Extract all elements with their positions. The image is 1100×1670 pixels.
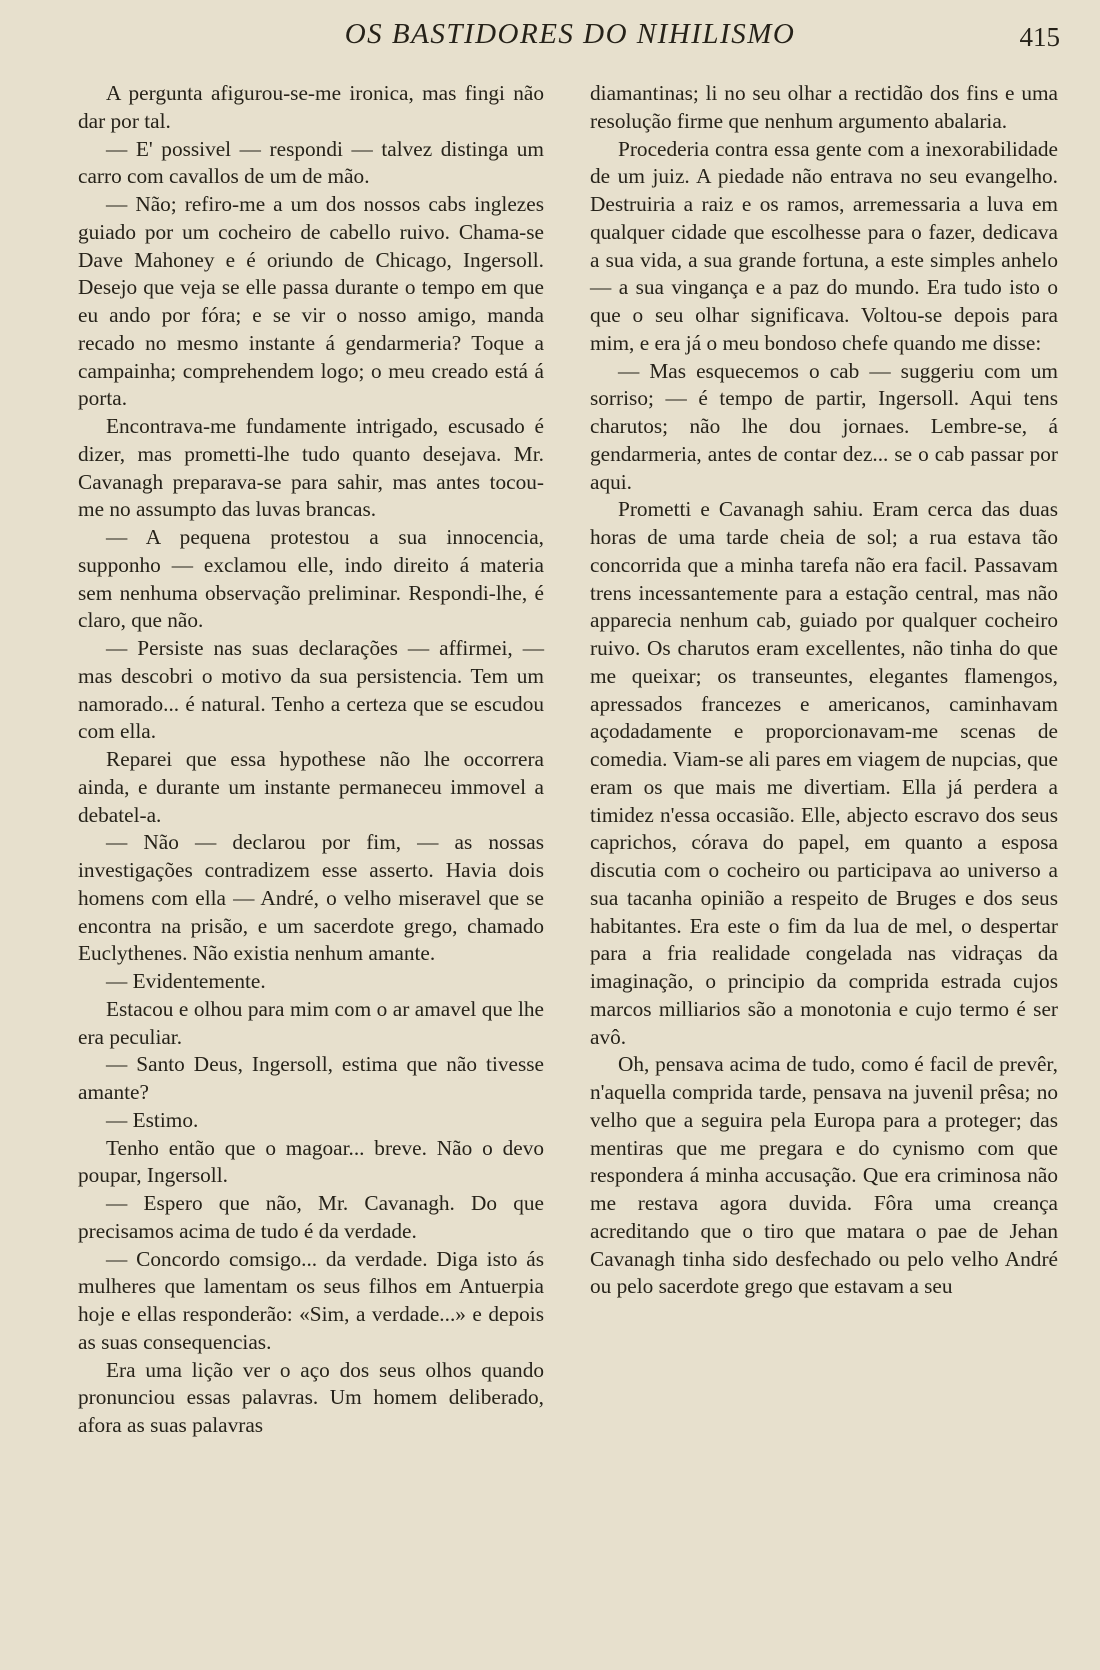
paragraph: Era uma lição ver o aço dos seus olhos quando pronunciou essas palavras. Um homem deliberado, afora as suas palavras [78, 1357, 544, 1437]
paragraph: diamantinas; li no seu olhar a rectidão dos fins e uma resolução firme que nenhum argumento abalaria. [590, 81, 1058, 133]
paragraph: — Estimo. [106, 1107, 199, 1132]
paragraph: — Não; refiro-me a um dos nossos cabs inglezes guiado por um cocheiro de cabello ruivo. Chama-se Dave Mahoney e é oriundo de Chicago, Ingersoll. Desejo que veja se elle passa durante o tempo em que eu ando por fóra; e se vir o nosso amigo, manda recado no mesmo instante á gendarmeria? Toque a campainha; comprehendem logo; o meu creado está á porta. [78, 192, 544, 411]
paragraph: A pergunta afigurou-se-me ironica, mas fingi não dar por tal. [78, 81, 544, 133]
page-number: 415 [1019, 22, 1060, 52]
paragraph: — Não — declarou por fim, — as nossas investigações contradizem esse asserto. Havia dois homens com ella — André, o velho miseravel que se encontra na prisão, e um sacerdote grego, chamado Euclythenes. Não existia nenhum amante. [78, 830, 544, 966]
paragraph: Estacou e olhou para mim com o ar amavel que lhe era peculiar. [78, 996, 544, 1049]
paragraph: — Santo Deus, Ingersoll, estima que não tivesse amante? [78, 1052, 544, 1104]
paragraph: Oh, pensava acima de tudo, como é facil de prevêr, n'aquella comprida tarde, pensava na juvenil prêsa; no velho que a seguira pela Europa para a proteger; das mentiras que me pregara e do cynismo com que respondera á minha accusação. Que era criminosa não me restava agora duvida. Fôra uma creança acreditando que o tiro que matara o pae de Jehan Cavanagh tinha sido desfechado ou pelo velho André ou pelo sacerdote grego que estavam a seu [590, 1052, 1058, 1299]
running-title: OS BASTIDORES DO NIHILISMO [344, 18, 796, 50]
paragraph: — Evidentemente. [106, 969, 266, 993]
right-text-column [590, 80, 1058, 1301]
paragraph: — Persiste nas suas declarações — affirmei, — mas descobri o motivo da sua persistencia. Tem um namorado... é natural. Tenho a certeza que se escudou com ella. [78, 636, 544, 744]
paragraph: Encontrava-me fundamente intrigado, escusado é dizer, mas prometti-lhe tudo quanto desejava. Mr. Cavanagh preparava-se para sahir, mas antes tocou-me no assumpto das luvas brancas. [78, 414, 544, 522]
paragraph: — Mas esquecemos o cab — suggeriu com um sorriso; — é tempo de partir, Ingersoll. Aqui tens charutos; não lhe dou jornaes. Lembre-se, á gendarmeria, antes de contar dez... se o cab passar por aqui. [590, 358, 1058, 494]
paragraph: Prometti e Cavanagh sahiu. Eram cerca das duas horas de uma tarde cheia de sol; a rua estava tão concorrida que a minha tarefa não era facil. Passavam trens incessantemente para a estação central, mas não apparecia nenhum cab, guiado por qualquer cocheiro ruivo. Os charutos eram excellentes, não tinha do que me queixar; os transeuntes, elegantes flamengos, apressados francezes e americanos, caminhavam açodadamente e proporcionavam-me scenas de comedia. Viam-se ali pares em viagem de nupcias, que eram os que mais me divertiam. Ella já perdera a timidez n'essa occasião. Elle, abjecto escravo dos seus caprichos, córava do papel, em quanto a esposa discutia com o cocheiro ou participava ao universo a sua tacanha opinião a respeito de Bruges e dos seus habitantes. Era este o fim da lua de mel, o despertar para a fria realidade congelada nas vidraças da imaginação, o principio da comprida estrada cujos marcos milliarios são a monotonia e cujo termo é ser avô. [590, 497, 1058, 1049]
paragraph: — Concordo comsigo... da verdade. Diga isto ás mulheres que lamentam os seus filhos em Antuerpia hoje e ellas responderão: «Sim, a verdade...» e depois as suas consequencias. [78, 1246, 544, 1354]
paragraph: — E' possivel — respondi — talvez distinga um carro com cavallos de um de mão. [78, 136, 544, 189]
running-header [0, 18, 1100, 64]
paragraph: — Espero que não, Mr. Cavanagh. Do que precisamos acima de tudo é da verdade. [78, 1191, 544, 1243]
paragraph: Procederia contra essa gente com a inexorabilidade de um juiz. A piedade não entrava no seu evangelho. Destruiria a raiz e os ramos, arremessaria a luva em qualquer cidade que escolhesse para o fazer, dedicava a sua vida, a sua grande fortuna, a este simples anhelo — a sua vingança e a paz do mundo. Era tudo isto o que o seu olhar significava. Voltou-se depois para mim, e era já o meu bondoso chefe quando me disse: [590, 136, 1058, 355]
paragraph: Tenho então que o magoar... breve. Não o devo poupar, Ingersoll. [78, 1135, 544, 1188]
paragraph: Reparei que essa hypothese não lhe occorrera ainda, e durante um instante permaneceu immovel a debatel-a. [78, 747, 544, 827]
left-text-column [78, 80, 544, 1440]
paragraph: — A pequena protestou a sua innocencia, supponho — exclamou elle, indo direito á materia sem nenhuma observação preliminar. Respondi-lhe, é claro, que não. [78, 525, 544, 633]
